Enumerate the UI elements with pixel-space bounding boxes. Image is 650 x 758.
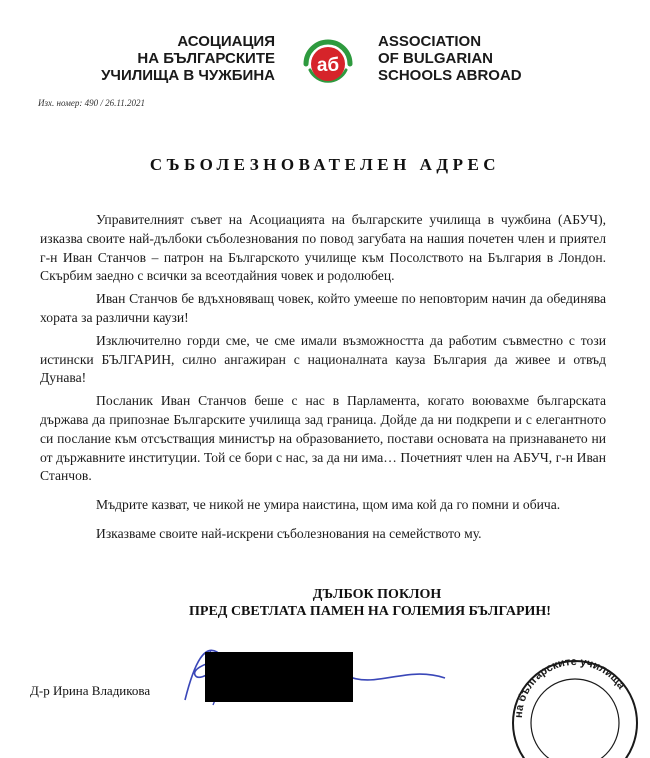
paragraph: Посланик Иван Станчов беше с нас в Парламента, когато воювахме българската държава да припознае Българските училища зад граница. Дойде да ни подкрепи и с елегантното си послание към отсъстващия министър на образованието, постави основата на признаването ни от държавните институции. Той се бори с нас, за да ни има… Почетният член на АБУЧ, г-н Иван Станчов.	[40, 393, 606, 484]
paragraph: Мъдрите казват, че никой не умира наистина, щом има кой да го помни и обича.	[96, 497, 561, 513]
org-name-english	[378, 33, 578, 84]
org-name-en-line-3: SCHOOLS ABROAD	[378, 67, 522, 84]
official-stamp	[500, 648, 650, 758]
letter-body	[40, 211, 606, 548]
org-name-en-line-1: ASSOCIATION	[378, 33, 482, 50]
stamp-lettering: на българските училища	[512, 655, 628, 719]
document-title: СЪБОЛЕЗНОВАТЕЛЕН АДРЕС	[149, 155, 501, 174]
redaction-box	[205, 652, 353, 702]
paragraph: Изключително горди сме, че сме имали възможността да работим съвместно с този истински БЪЛГАРИН, силно ангажиран с националната кауза България да живее и отвъд Дунава!	[40, 332, 606, 386]
org-name-bulgarian	[95, 33, 275, 84]
closing-block	[0, 586, 650, 620]
org-name-bg-line-2: НА БЪЛГАРСКИТЕ	[137, 50, 275, 67]
paragraph: Управителният съвет на Асоциацията на българските училища в чужбина (АБУЧ), изказва своите най-дълбоки съболезнования по повод загубата на нашия почетен член и приятел г-н Иван Станчов – патрон на Българското училище към Посолството на България в Лондон. Скърбим заедно с всички за всеотдайния човек и родолюбец.	[40, 212, 606, 284]
org-name-en-line-2: OF BULGARIAN	[378, 50, 493, 67]
association-logo	[298, 30, 358, 85]
svg-text:на българските училища	[513, 656, 628, 718]
paragraph: Иван Станчов бе вдъхновяващ човек, който умееше по неповторим начин да обединява хората за различни каузи!	[40, 291, 606, 325]
paragraph: Изказваме своите най-искрени съболезнования на семейството му.	[96, 525, 482, 541]
org-name-bg-line-3: УЧИЛИЩА В ЧУЖБИНА	[101, 67, 275, 84]
reference-number: Изх. номер: 490 / 26.11.2021	[38, 98, 145, 108]
closing-line-2: ПРЕД СВЕТЛАТА ПАМЕН НА ГОЛЕМИЯ БЪЛГАРИН!	[189, 604, 551, 619]
org-name-bg-line-1: АСОЦИАЦИЯ	[177, 33, 275, 50]
logo-lettering: аб	[316, 55, 340, 76]
closing-line-1: ДЪЛБОК ПОКЛОН	[312, 587, 442, 602]
signer-name: Д-р Ирина Владикова	[30, 683, 151, 698]
